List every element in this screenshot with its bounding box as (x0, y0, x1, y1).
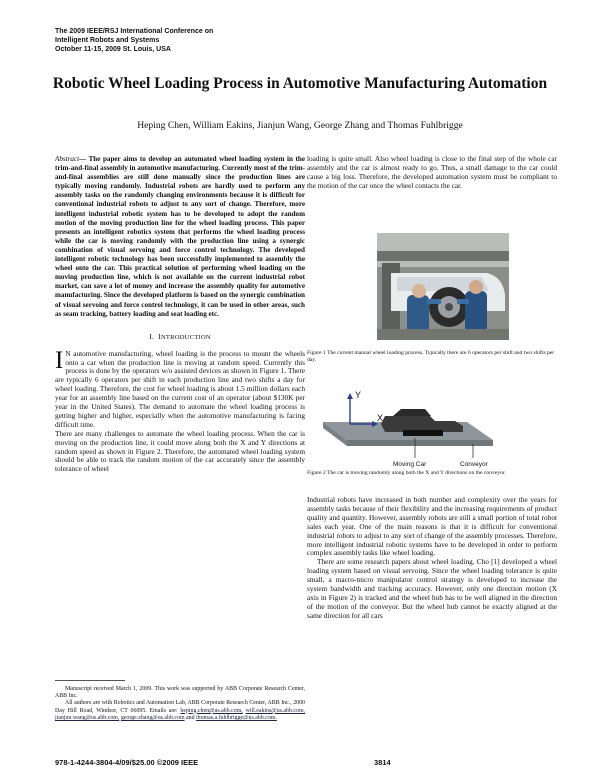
x-axis-label: X (377, 413, 384, 423)
figure-1-photo (377, 233, 509, 340)
figure-2-caption: Figure 2 The car is moving randomly along both the X and Y directions on the conveyor. (307, 470, 506, 476)
figure-1-caption: Figure 1 The current manual wheel loading process. Typically there are 6 operators per shift and two shifts per day. (307, 350, 555, 363)
intro-paragraph-1 (55, 346, 305, 430)
abstract-text: — The paper aims to develop an automated wheel loading system in the trim-and-final assembly in automotive manufacturing. Currently most of the trim-and-final assemblies are still done manually since the production lines are typically moving randomly. Industrial robots are hardly used to perform any assembly tasks on the randomly changing environments because it is difficult for conventional industrial robots to adjust to any sort of change. Therefore, more intelligent industrial robotic system has to be developed to adopt the random motion of the moving production line for the wheel loading process. This paper presents an intelligent robotics system that performs the wheel loading process while the car is moving randomly with the production line using a synergic combination of visual servoing and force control technology. The developed intelligent robotic technology has been successfully implemented to assembly the wheel onto the car. This practical solution of performing wheel loading on the moving production line, which is not available on the current industrial robot market, can save a lot of money and increase the assembly quality for automotive manufacturing. Since the developed platform is based on the synergic combination of visual servoing and force control technology, it can be used in other areas, such as seam tracking, battery loading and seat loading etc. (55, 155, 305, 318)
paper-title: Robotic Wheel Loading Process in Automotive Manufacturing Automation (52, 75, 548, 92)
abstract-label: Abstract (55, 155, 80, 163)
footnote-rule (55, 680, 125, 681)
author-list: Heping Chen, William Eakins, Jianjun Wang, George Zhang and Thomas Fuhlbrigge (137, 120, 463, 131)
section-title-rest: NTRODUCTION (160, 333, 211, 341)
right-body-paragraph-2: There are some research papers about wheel loading. Cho [1] developed a wheel loading system based on visual servoing. Since the wheel loading tolerance is quite small, a macro-micro manipulator control strategy is developed to increase the system bandwidth and tracking accuracy. However, only one direction motion (X axis in Figure 2) is tracked and the wheel hub has to be well aligned in the direction of the motion of the conveyor. But the wheel hub cannot be exactly aligned at the same direction for all cars (307, 557, 557, 620)
y-axis-arrowhead (347, 393, 353, 399)
figure-2-diagram (305, 386, 555, 472)
y-axis-label: Y (355, 390, 362, 400)
footnote (55, 686, 305, 722)
page-number: 3814 (374, 758, 391, 767)
conference-line: Intelligent Robots and Systems (55, 37, 160, 44)
email-link[interactable]: thomas.a.fuhlbrigge@us.abb.com. (196, 714, 277, 721)
left-column (55, 155, 305, 474)
footnote-line-1: Manuscript received March 1, 2009. This work was supported by ABB Corporate Research Center, ABB Inc. (55, 686, 305, 700)
conveyor-front (347, 440, 493, 446)
drop-cap: I (55, 346, 64, 374)
moving-car-label: Moving Car (393, 461, 427, 468)
intro-paragraph-2: There are many challenges to automate the wheel loading process. When the car is moving on the production line, it could move along both the X and Y directions at random speed as shown in Figure 2. Therefore, the automated wheel loading system should be able to track the random motion of the car accurately since the assembly tolerance of wheel (55, 428, 305, 474)
right-column-body (307, 496, 557, 621)
email-link[interactable]: will.eakins@us.abb.com, (245, 707, 306, 714)
footnote-line-2 (55, 700, 305, 722)
section-heading (55, 333, 305, 343)
car-cabin (393, 409, 431, 416)
section-number: I. (149, 331, 155, 341)
right-top-paragraph: loading is quite small. Also wheel loading is close to the final step of the whole car assembly and the car is almost ready to go. Thus, a small damage to the car could cause a big loss. Therefore, the developed automation system must be compliant to the motion of the car once the wheel contacts the car. (307, 154, 557, 190)
figure-2-image (305, 386, 555, 472)
right-body-paragraph-1: Industrial robots have increased in both number and complexity over the years for assembly tasks because of their flexibility and the increasing requirements of product quality and quantity. However, assembly robots are still a small portion of total robot sales each year. One of the main reasons is that it is difficult for conventional industrial robots to adjust to any sort of change of the assembly processes. Therefore, more intelligent industrial robotic systems have to be developed in order to perform complex assembly tasks like wheel loading. (307, 495, 557, 558)
figure-1-image (377, 233, 509, 340)
conference-line: The 2009 IEEE/RSJ International Conference on (55, 28, 214, 35)
right-column-top (307, 155, 557, 191)
footnote-line-2-text: All authors are with Robotics and Automation Lab, ABB Corporate Research Center, ABB Inc., 2000 Day Hill Road, Windsor, CT 06095. Emails are: (55, 700, 305, 714)
email-link[interactable]: heping.chen@us.abb.com, (180, 707, 243, 714)
section-title-first: I (158, 331, 161, 341)
abstract (55, 155, 305, 319)
email-link[interactable]: george.zhang@us.abb.com (120, 714, 185, 721)
email-link[interactable]: jianjun.wang@us.abb.com, (55, 714, 120, 721)
conference-line: October 11-15, 2009 St. Louis, USA (55, 46, 171, 53)
email-and: and (186, 714, 195, 721)
conveyor-label: Conveyor (460, 461, 488, 468)
footer-isbn: 978-1-4244-3804-4/09/$25.00 ©2009 IEEE (55, 758, 199, 767)
intro-p1-text: N automotive manufacturing, wheel loading is the process to mount the wheels onto a car when the production line is moving at random speed. Currently this process is done by the operators w/o assisted devices as shown in Figure 1. There are typically 6 operators per shift in each production line and two shifts a day for wheel loading. Therefore, the cost for wheel loading is about 1.5 million dollars each year for an assembly line based on the current cost of an operator (about $130K per year in the United States). The demand to automate the wheel loading process is getting higher and higher, especially when the automotive manufacturing is facing difficult time. (55, 348, 305, 429)
conference-header (55, 27, 315, 54)
moving-car (381, 416, 463, 432)
car-base (403, 430, 443, 436)
